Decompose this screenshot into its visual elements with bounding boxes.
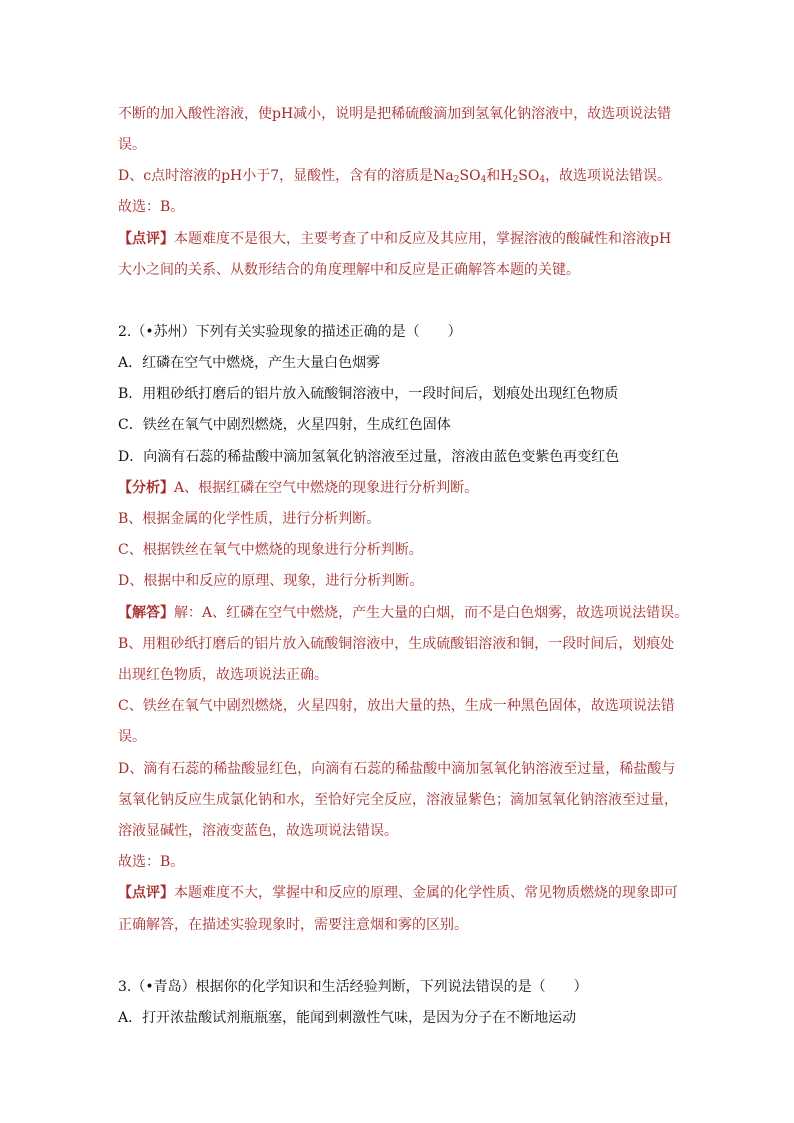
paragraph-line: 大小之间的关系、从数形结合的角度理解中和反应是正确解答本题的关键。	[118, 262, 580, 278]
paragraph-line: B、用粗砂纸打磨后的铝片放入硫酸铜溶液中，生成硫酸铝溶液和铜，一段时间后，划痕处	[118, 636, 675, 652]
paragraph-line: 氢氧化钠反应生成氯化钠和水，至恰好完全反应，溶液显紫色；滴加氢氧化钠溶液至过量，	[118, 792, 678, 808]
question-stem: 3.（•青岛）根据你的化学知识和生活经验判断，下列说法错误的是（ ）	[118, 979, 588, 995]
paragraph-line: D、根据中和反应的原理、现象，进行分析判断。	[118, 573, 424, 589]
analysis-tag: 【分析】	[118, 480, 174, 496]
question-stem: 2.（•苏州）下列有关实验现象的描述正确的是（ ）	[118, 324, 462, 340]
text-fragment: SO	[459, 168, 481, 184]
paragraph-line: B、根据金属的化学性质，进行分析判断。	[118, 511, 381, 527]
paragraph-line: 溶液显碱性，溶液变蓝色，故选项说法错误。	[118, 823, 398, 839]
paragraph-line: 出现红色物质，故选项说法正确。	[118, 667, 328, 683]
option-a: A．打开浓盐酸试剂瓶瓶塞，能闻到刺激性气味，是因为分子在不断地运动	[118, 1010, 577, 1026]
subscript: 2	[512, 175, 519, 185]
comment-line	[118, 884, 678, 902]
answer-line	[118, 604, 688, 622]
paragraph-line: 误。	[118, 137, 146, 153]
paragraph-line: C、根据铁丝在氧气中燃烧的现象进行分析判断。	[118, 542, 423, 558]
answer-tag: 【解答】	[118, 605, 174, 621]
text-fragment: D、c点时溶液的pH小于7，显酸性，含有的溶质是Na	[118, 168, 454, 184]
text-fragment: SO	[518, 168, 540, 184]
paragraph-line: 故选：B。	[118, 854, 185, 870]
subscript: 2	[453, 175, 460, 185]
comment-tag: 【点评】	[118, 885, 174, 901]
option-b: B．用粗砂纸打磨后的铝片放入硫酸铜溶液中，一段时间后，划痕处出现红色物质	[118, 386, 619, 402]
option-c: C．铁丝在氧气中剧烈燃烧，火星四射，生成红色固体	[118, 417, 451, 433]
option-d: D．向滴有石蕊的稀盐酸中滴加氢氧化钠溶液至过量，溶液由蓝色变紫色再变红色	[118, 449, 620, 465]
paragraph-line: 不断的加入酸性溶液，使pH减小，说明是把稀硫酸滴加到氢氧化钠溶液中，故选项说法错	[118, 106, 672, 122]
analysis-text: A、根据红磷在空气中燃烧的现象进行分析判断。	[174, 480, 479, 496]
subscript: 4	[480, 175, 487, 185]
comment-text: 本题难度不大，掌握中和反应的原理、金属的化学性质、常见物质燃烧的现象即可	[174, 885, 678, 901]
paragraph-line: 故选：B。	[118, 199, 185, 215]
paragraph-line: D、滴有石蕊的稀盐酸显红色，向滴有石蕊的稀盐酸中滴加氢氧化钠溶液至过量，稀盐酸与	[118, 761, 676, 777]
subscript: 4	[539, 175, 546, 185]
text-fragment: 和H	[486, 168, 513, 184]
paragraph-line	[118, 167, 671, 185]
option-a: A．红磷在空气中燃烧，产生大量白色烟雾	[118, 355, 381, 371]
answer-text: 解：A、红磷在空气中燃烧，产生大量的白烟，而不是白色烟雾，故选项说法错误。	[174, 605, 689, 621]
paragraph-line: C、铁丝在氧气中剧烈燃烧，火星四射，放出大量的热，生成一种黑色固体，故选项说法错	[118, 698, 675, 714]
comment-line	[118, 230, 671, 248]
comment-text: 本题难度不是很大，主要考查了中和反应及其应用，掌握溶液的酸碱性和溶液pH	[174, 231, 672, 247]
text-fragment: ，故选项说法错误。	[545, 168, 672, 184]
paragraph-line: 误。	[118, 729, 146, 745]
analysis-line	[118, 479, 478, 497]
comment-tag: 【点评】	[118, 231, 174, 247]
paragraph-line: 正确解答，在描述实验现象时，需要注意烟和雾的区别。	[118, 917, 468, 933]
